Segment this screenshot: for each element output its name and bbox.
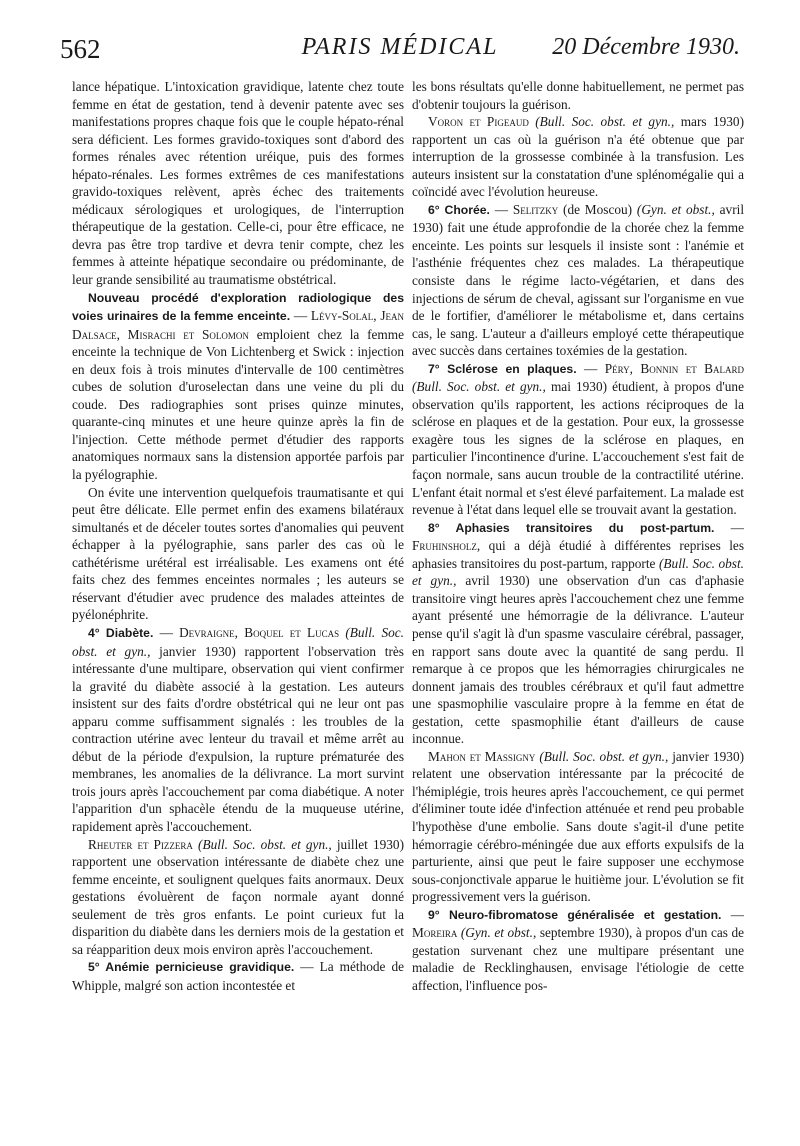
page-number: 562 bbox=[60, 34, 101, 64]
paragraph: Voron et Pigeaud (Bull. Soc. obst. et gyn., mars 1930) rapportent un cas où la guérison n'a été obtenue que par interruption de la grossesse combinée à la transfusion. Les auteurs insistent sur la constatation d'une splénomégalie qui a coïncidé avec l'évolution heureuse. bbox=[412, 114, 744, 200]
paragraph: On évite une intervention quelquefois traumatisante et qui peut être délicate. Elle permet enfin des examens bilatéraux simultanés et de déceler toutes sortes d'anomalies qui peuvent échapper à la pyélographie, sans parler des cas où le cathétérisme urétéral est irréalisable. Les examens ont été faits chez des femmes enceintes normales ; les auteurs se réservant d'étudier avec prudence des malades atteintes de pyélonéphrite. bbox=[72, 484, 404, 623]
authors: — Péry, Bonnin et Balard bbox=[584, 360, 744, 376]
section-heading: 6° Chorée. bbox=[428, 202, 490, 217]
authors: — Moreira bbox=[412, 906, 744, 941]
paragraph: 5° Anémie pernicieuse gravidique. — La méthode de Whipple, malgré son action incontestée et bbox=[72, 959, 404, 993]
paragraph: 6° Chorée. — Selitzky (de Moscou) (Gyn. et obst., avril 1930) fait une étude approfondie de la chorée chez la femme enceinte. Les points sur lesquels il insiste sont : l'anémie et l'asthénie fréquentes chez ces malades. La thérapeutique consiste dans le régime lacto-végétarien, et dans des injections de sérum de cheval, agissant sur l'organisme en vue de le fortifier, d'améliorer le métabolisme et, dans certains cas, le sang. L'auteur a d'ailleurs employé cette thérapeutique avec succès dans certaines toxémies de la gestation. bbox=[412, 201, 744, 359]
authors: — Devraigne, Boquel et Lucas bbox=[159, 624, 340, 640]
paragraph: 9° Neuro-fibromatose généralisée et gestation. — Moreira (Gyn. et obst., septembre 1930), à propos d'un cas de gestation survenant chez une multipare présentant une maladie de Recklinghausen, envisage l'étiologie de cette affection, l'influence pos- bbox=[412, 906, 744, 993]
paragraph: 8° Aphasies transitoires du post-partum. — Fruhinsholz, qui a déjà étudié à différentes reprises les aphasies transitoires du post-partum, rapporte (Bull. Soc. obst. et gyn., avril 1930) une observation d'un cas d'aphasie transitoire vingt heures après l'accouchement chez une femme ayant présenté une hémorragie de la délivrance. L'auteur pense qu'il s'agit là d'un spasme vasculaire cérébral, passager, en rapport sans doute avec la quantité de sang perdu. Il remarque à ce propos que les hémorragies chirurgicales ne donnent jamais des troubles cérébraux et qu'il faut admettre une spasmophilie vasculaire propre à la femme en état de gestation, cette spasmophilie étant d'ailleurs de cause inconnue. bbox=[412, 519, 744, 747]
paragraph: Rheuter et Pizzera (Bull. Soc. obst. et gyn., juillet 1930) rapportent une observation intéressante de diabète chez une femme enceinte, et soulignent quelques faits anormaux. Deux gestations évoluèrent de façon normale ayant donné seulement de très gros enfants. Le point curieux fut la disparition du diabète dans les derniers mois de la gestation et sa réapparition deux mois environ après l'accouchement. bbox=[72, 836, 404, 957]
citation: (Gyn. et obst., bbox=[636, 201, 715, 217]
citation: (Bull. Soc. obst. et gyn., bbox=[539, 748, 669, 764]
citation: (Bull. Soc. obst. et gyn., bbox=[72, 624, 404, 659]
section-heading: Nouveau procédé d'exploration radiologique des voies urinaires de la femme enceinte. bbox=[72, 290, 404, 324]
citation: (Bull. Soc. obst. et gyn., bbox=[412, 555, 744, 589]
section-heading: 5° Anémie pernicieuse gravidique. bbox=[88, 960, 295, 975]
authors: — Selitzky bbox=[494, 201, 559, 217]
authors: Mahon et Massigny bbox=[428, 748, 536, 764]
left-column bbox=[72, 78, 404, 1128]
citation: (Bull. Soc. obst. et gyn., bbox=[535, 114, 675, 130]
authors: Rheuter et Pizzera bbox=[88, 836, 193, 852]
paragraph: 7° Sclérose en plaques. — Péry, Bonnin et Balard (Bull. Soc. obst. et gyn., mai 1930) étudient, à propos d'une observation qu'ils rapportent, les actions réciproques de la sclérose en plaques et de la gestation. Pour eux, la grossesse exagère tous les signes de la sclérose en plaques, en particulier l'incontinence d'urine. L'accouchement s'est fait de façon normale, sans aucun trouble de la contractilité utérine. L'enfant était normal et s'est élevé parfaitement. La malade est revenue à l'état dans lequel elle se trouvait avant la gestation. bbox=[412, 360, 744, 518]
paragraph: 4° Diabète. — Devraigne, Boquel et Lucas (Bull. Soc. obst. et gyn., janvier 1930) rapportent l'observation très intéressante d'une multipare, observation qui vient confirmer la gravité du diabète associé à la gestation. Les auteurs insistent sur des faits d'ordre obstétrical qui ne leur ont pas apparu comme suffisamment signalés : les troubles de la contraction utérine avec lenteur du travail et même arrêt au début de la période d'expulsion, la rupture prématurée des membranes, les anomalies de la délivrance. La mort survint trois jours après l'accouchement par coma diabétique. A noter l'apparition d'un sphacèle étendu de la muqueuse utérine, rapidement après l'accouchement. bbox=[72, 624, 404, 834]
section-heading: 7° Sclérose en plaques. bbox=[428, 361, 577, 376]
authors: — Lévy-Solal, Jean Dalsace, Misrachi et Solomon bbox=[72, 308, 404, 342]
authors: Fruhinsholz, bbox=[412, 538, 481, 554]
right-column bbox=[412, 78, 744, 1128]
paragraph: les bons résultats qu'elle donne habituellement, ne permet pas d'obtenir toujours la guérison. bbox=[412, 79, 744, 112]
authors: Voron et Pigeaud bbox=[428, 114, 529, 130]
running-header bbox=[60, 34, 740, 70]
citation: (Bull. Soc. obst. et gyn., bbox=[198, 836, 332, 852]
section-heading: 9° Neuro-fibromatose généralisée et gestation. bbox=[428, 907, 722, 922]
citation: (Bull. Soc. obst. et gyn., bbox=[412, 379, 546, 395]
paragraph: Mahon et Massigny (Bull. Soc. obst. et gyn., janvier 1930) relatent une observation intéressante par la précocité de l'hémiplégie, trois heures après l'accouchement, ce qui permet d'éliminer toute idée d'infection atténuée et rend peu probable l'hypothèse d'une embolie. Sans doute s'agit-il d'une petite hémorragie cérébro-méningée due aux efforts expulsifs de la parturiente, ainsi que peut le faire supposer une ecchymose sous-conjonctivale apparue le huitième jour. L'évolution se fit progressivement vers la guérison. bbox=[412, 748, 744, 905]
issue-date: 20 Décembre 1930. bbox=[552, 34, 740, 60]
citation: (Gyn. et obst., bbox=[460, 925, 537, 941]
paragraph: lance hépatique. L'intoxication gravidique, latente chez toute femme en état de gestation, tend à devenir patente avec ses manifestations propres chaque fois que le couple hépato-rénal sera déficient. Les formes gravido-toxiques sont d'abord des formes rénales avec rétention uréique, puis des formes hépato-rénales. Les formes extrêmes de ces manifestations gravido-toxiques relèvent, après échec des traitements médicaux sérologiques et urologiques, de l'interruption thérapeutique de la gestation. Celle-ci, pour être efficace, ne devra pas être trop tardive et devra tenir compte, chez les femmes à atteinte hépatique secondaire ou prédominante, de leur grande sensibilité au traumatisme obstétrical. bbox=[72, 79, 404, 288]
journal-title: PARIS MÉDICAL bbox=[301, 34, 499, 60]
section-heading: 4° Diabète. bbox=[88, 625, 154, 640]
section-heading: 8° Aphasies transitoires du post-partum. bbox=[428, 520, 715, 535]
paragraph: Nouveau procédé d'exploration radiologique des voies urinaires de la femme enceinte. — Lévy-Solal, Jean Dalsace, Misrachi et Solomon emploient chez la femme enceinte la technique de Von Lichtenberg et Swick : injection en deux fois à trois minutes d'intervalle de 100 centimètres cubes de solution d'uroselectan dans une veine du pli du coude. Des radiographies sont prises quinze minutes, quarante-cinq minutes et une heure quinze après la fin de l'injection. Cette méthode permet d'étudier des rapports anatomiques normaux sans la distension apportée parfois par la pyélographie. bbox=[72, 290, 404, 483]
